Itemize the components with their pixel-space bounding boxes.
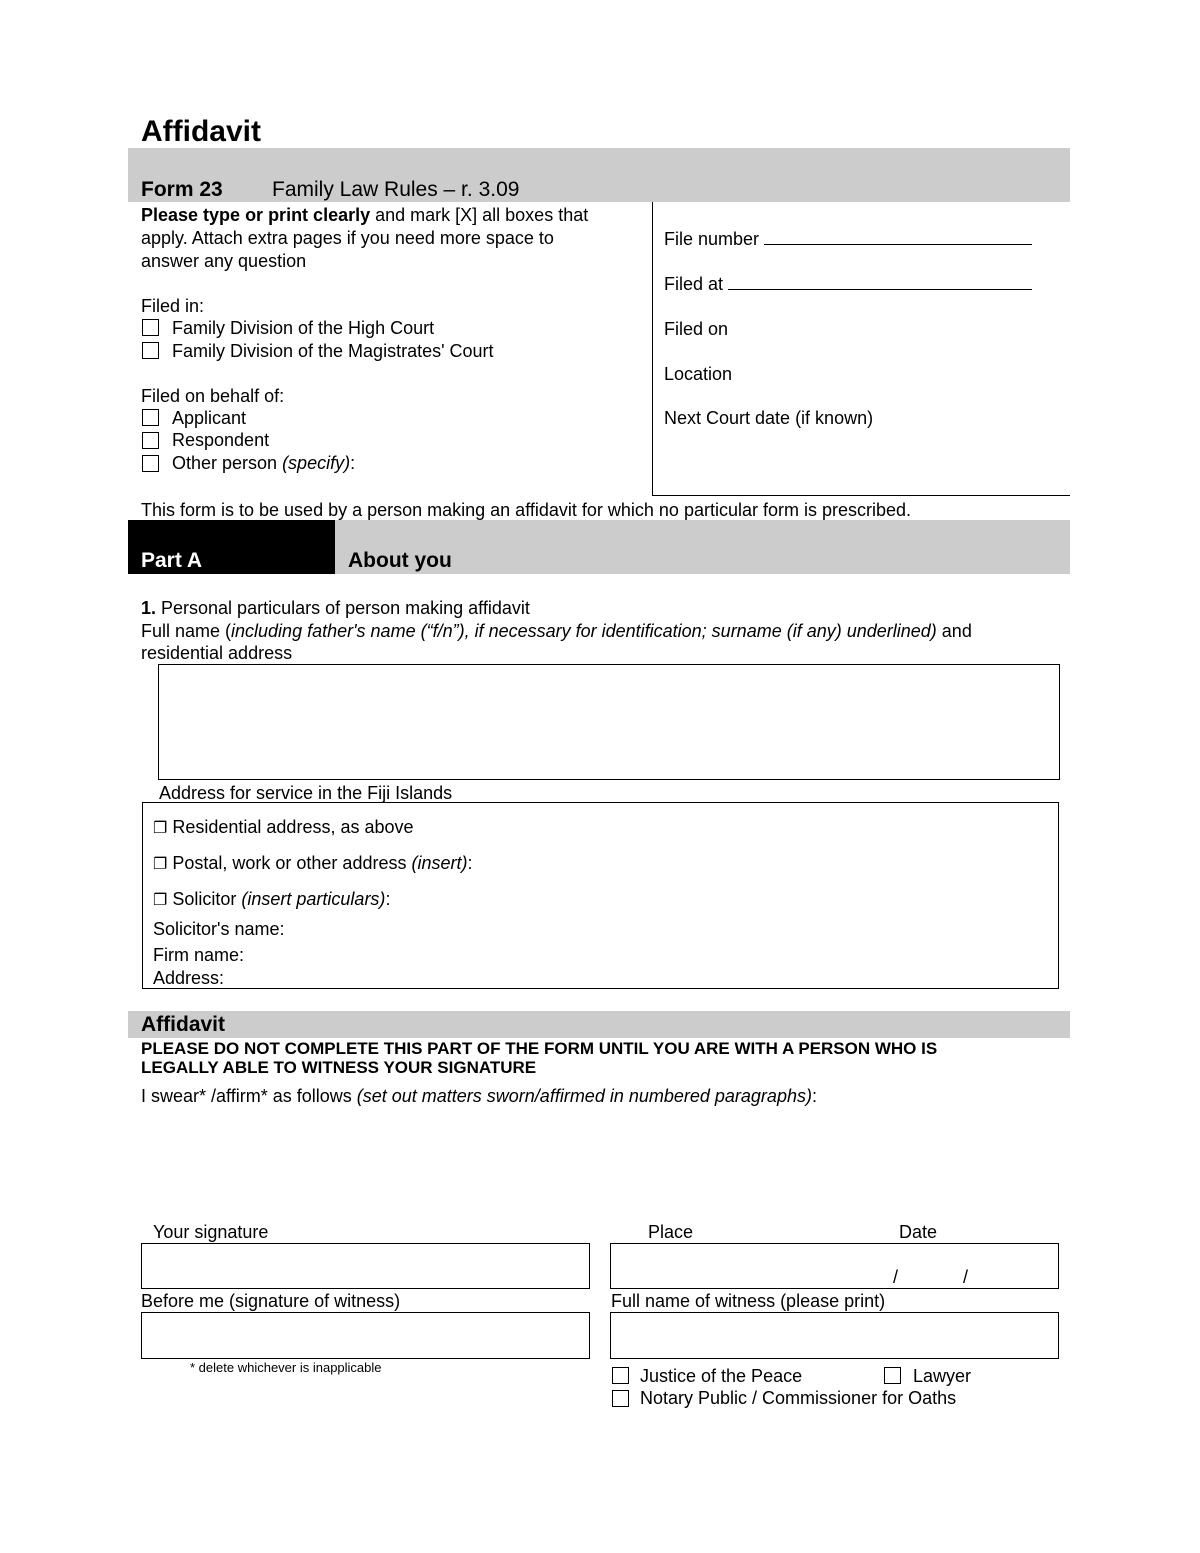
registry-box-left-border — [652, 202, 653, 496]
affidavit-warning-line2: LEGALLY ABLE TO WITNESS YOUR SIGNATURE — [141, 1058, 537, 1077]
witness-name-box[interactable] — [610, 1312, 1059, 1359]
fullname-address-input[interactable] — [158, 664, 1060, 780]
checkbox-icon: ❐ — [153, 856, 168, 873]
page-title: Affidavit — [141, 115, 261, 148]
q1-title: Personal particulars of person making affidavit — [156, 598, 530, 618]
form-number: Form 23 — [141, 178, 223, 201]
affidavit-swear-line — [141, 1085, 817, 1107]
filed-at-label: Filed at — [664, 274, 724, 294]
file-number-label: File number — [664, 229, 760, 249]
instructions-line2: apply. Attach extra pages if you need more space to — [141, 228, 554, 248]
witness-signature-box[interactable] — [141, 1312, 590, 1359]
instructions-line1 — [141, 204, 588, 226]
solicitor-name-label: Solicitor's name: — [153, 919, 285, 939]
service-opt-postal-italic: (insert) — [411, 853, 468, 873]
file-number-field[interactable] — [664, 228, 1032, 250]
option-respondent: Respondent — [172, 430, 270, 450]
option-other-person — [172, 452, 355, 474]
delete-note: * delete whichever is inapplicable — [190, 1360, 382, 1375]
checkbox-high-court[interactable] — [142, 319, 159, 336]
instructions-bold: Please type or print clearly — [141, 205, 371, 225]
lawyer-label: Lawyer — [913, 1366, 972, 1386]
justice-of-peace-label: Justice of the Peace — [640, 1366, 803, 1386]
q1-fullname-b: and — [936, 621, 972, 641]
place-label: Place — [648, 1222, 694, 1242]
date-label: Date — [899, 1222, 938, 1242]
q1-heading — [141, 597, 530, 619]
filed-on-behalf-label: Filed on behalf of: — [141, 386, 285, 406]
checkbox-icon: ❐ — [153, 820, 168, 837]
affidavit-swear-italic: (set out matters sworn/affirmed in numbered paragraphs) — [356, 1086, 812, 1106]
option-other-colon: : — [350, 453, 356, 473]
before-me-label: Before me (signature of witness) — [141, 1291, 401, 1311]
q1-number: 1. — [141, 598, 157, 618]
checkbox-justice-of-peace[interactable] — [612, 1367, 629, 1384]
form-rules: Family Law Rules – r. 3.09 — [272, 178, 520, 201]
filed-at-line — [728, 273, 1032, 290]
next-court-date-label: Next Court date (if known) — [664, 408, 874, 428]
your-signature-box[interactable] — [141, 1243, 590, 1289]
form-header-band — [128, 148, 1070, 202]
service-opt-postal-label: Postal, work or other address — [172, 853, 412, 873]
place-date-box[interactable] — [610, 1243, 1059, 1289]
instructions-rest: and mark [X] all boxes that — [370, 205, 589, 225]
option-applicant: Applicant — [172, 408, 247, 428]
your-signature-label: Your signature — [153, 1222, 269, 1242]
filed-on-label: Filed on — [664, 319, 729, 339]
part-a-label: Part A — [141, 549, 203, 572]
checkbox-other-person[interactable] — [142, 455, 159, 472]
service-opt-solicitor-colon: : — [385, 889, 391, 909]
registry-box-bottom-border — [652, 495, 1070, 496]
affidavit-warning-line1: PLEASE DO NOT COMPLETE THIS PART OF THE FORM UNTIL YOU ARE WITH A PERSON WHO IS — [141, 1039, 938, 1058]
option-other-specify: (specify) — [282, 453, 351, 473]
q1-fullname-italic: including father's name (“f/n”), if necessary for identification; surname (if any) underlined) — [231, 621, 937, 641]
date-slash-1: / — [893, 1267, 899, 1287]
service-opt-solicitor[interactable] — [153, 888, 390, 912]
option-magistrates-court: Family Division of the Magistrates' Court — [172, 341, 494, 361]
witness-full-name-label: Full name of witness (please print) — [611, 1291, 886, 1311]
checkbox-applicant[interactable] — [142, 409, 159, 426]
checkbox-notary-public[interactable] — [612, 1390, 629, 1407]
service-opt-postal-colon: : — [467, 853, 473, 873]
part-a-title: About you — [348, 549, 452, 572]
location-label: Location — [664, 364, 733, 384]
affidavit-swear-colon: : — [811, 1086, 817, 1106]
checkbox-lawyer[interactable] — [884, 1367, 901, 1384]
usage-note: This form is to be used by a person making an affidavit for which no particular form is prescribed. — [141, 500, 912, 520]
option-high-court: Family Division of the High Court — [172, 318, 435, 338]
q1-fullname-line1 — [141, 620, 972, 642]
service-opt-residential-label: Residential address, as above — [172, 817, 414, 837]
affidavit-band — [128, 1011, 1070, 1038]
affidavit-heading: Affidavit — [141, 1013, 225, 1036]
affidavit-swear: I swear* /affirm* as follows — [141, 1086, 357, 1106]
checkbox-icon: ❐ — [153, 892, 168, 909]
service-opt-solicitor-label: Solicitor — [172, 889, 242, 909]
file-number-line — [764, 228, 1032, 245]
q1-fullname-line2: residential address — [141, 643, 293, 663]
filed-in-label: Filed in: — [141, 296, 205, 316]
checkbox-magistrates-court[interactable] — [142, 342, 159, 359]
filed-at-field[interactable] — [664, 273, 1032, 295]
service-label: Address for service in the Fiji Islands — [159, 783, 453, 803]
firm-name-label: Firm name: — [153, 945, 245, 965]
q1-fullname-a: Full name ( — [141, 621, 232, 641]
service-opt-residential[interactable] — [153, 816, 414, 840]
instructions-line3: answer any question — [141, 251, 307, 271]
date-slash-2: / — [963, 1267, 969, 1287]
option-other-person-label: Other person — [172, 453, 283, 473]
address-label: Address: — [153, 968, 225, 988]
service-opt-postal[interactable] — [153, 852, 473, 876]
service-opt-solicitor-italic: (insert particulars) — [241, 889, 386, 909]
checkbox-respondent[interactable] — [142, 432, 159, 449]
notary-public-label: Notary Public / Commissioner for Oaths — [640, 1388, 957, 1408]
